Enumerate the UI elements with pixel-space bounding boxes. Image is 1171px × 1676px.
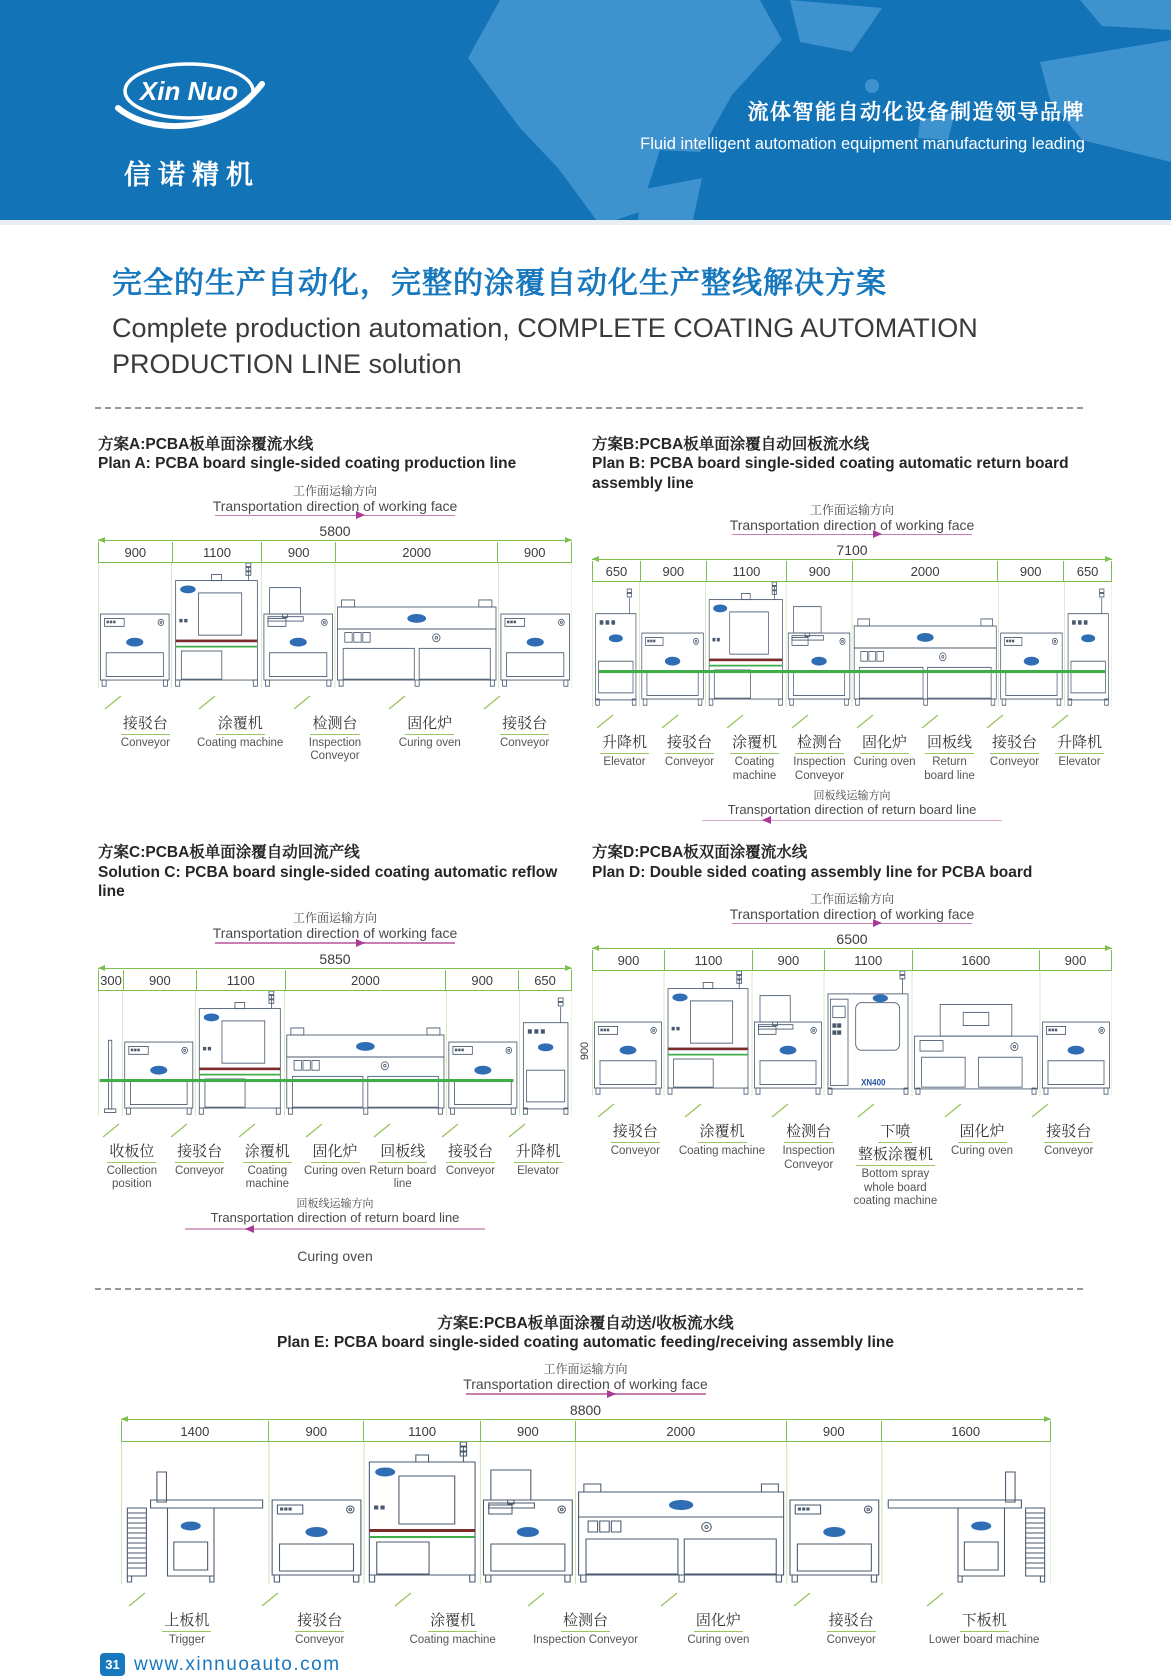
machine-label-en: Curing oven	[687, 1633, 750, 1646]
company-logo	[104, 58, 280, 192]
leader-line-icon	[261, 1592, 279, 1607]
leader-line-icon	[986, 714, 1004, 729]
plan-a-title-en: Plan A: PCBA board single-sided coating production line	[98, 455, 517, 473]
plan-b-section	[592, 435, 1112, 821]
machine-label	[98, 697, 193, 763]
direction-label-zh: 工作面运输方向	[292, 483, 377, 498]
page-title-en-line2: PRODUCTION LINE solution	[112, 348, 462, 379]
direction-label-en: Transportation direction of working face	[729, 516, 975, 533]
direction-arrow-icon	[732, 923, 972, 925]
machine-label	[785, 1594, 918, 1647]
plan-e-title-zh: 方案E:PCBA板单面涂覆自动送/收板流水线	[437, 1314, 734, 1332]
leader-line-icon	[170, 1123, 188, 1138]
total-dimension-value: 5800	[319, 523, 351, 540]
segment-dimension-value: 1100	[854, 953, 883, 969]
machine-label-zh: 接驳台	[121, 712, 170, 735]
segment-dimension	[497, 542, 571, 563]
machine-labels-row	[98, 697, 572, 763]
transport-direction	[98, 909, 572, 944]
segment-dimension	[592, 950, 664, 971]
machine-label-en: Curing oven	[853, 756, 916, 769]
leader-line-icon	[661, 714, 679, 729]
return-direction	[98, 1195, 572, 1229]
transport-direction	[592, 890, 1112, 925]
machine-label-en: Lower board machine	[928, 1633, 1040, 1646]
leader-line-icon	[856, 714, 874, 729]
segment-dimension-value: 1600	[951, 1423, 981, 1439]
segment-dimension-value: 900	[124, 545, 147, 561]
leader-line-icon	[793, 1592, 811, 1607]
leader-line-icon	[527, 1592, 545, 1607]
page-title-en-line1: Complete production automation, COMPLETE COATING AUTOMATION	[112, 313, 978, 343]
machine-diagram	[579, 971, 1112, 1103]
dimension-line	[98, 540, 572, 541]
machine-label	[852, 1105, 939, 1208]
intro-section	[0, 225, 1171, 383]
machine-label-zh: 涂覆机	[698, 1120, 747, 1143]
machine-label	[193, 697, 288, 763]
segment-dimension-value: 1100	[694, 953, 723, 969]
segment-dimension	[121, 1421, 269, 1442]
tagline-zh: 流体智能自动化设备制造领导品牌	[747, 101, 1085, 124]
segment-dimension	[261, 542, 335, 563]
machine-label-en: Conveyor	[1044, 1145, 1094, 1158]
machine-label-zh: 检测台	[784, 1120, 833, 1143]
segment-dimension-value: 900	[662, 564, 685, 580]
machine-label-en: Inspection Conveyor	[793, 756, 846, 782]
machine-label-zh: 涂覆机	[243, 1140, 292, 1163]
machine-label-zh: 涂覆机	[216, 712, 265, 735]
machine-label-en: Curing oven	[398, 737, 461, 750]
machine-label-zh2: 整板涂覆机	[856, 1143, 935, 1166]
leader-line-icon	[198, 695, 216, 710]
machine-label-en: Trigger	[168, 1633, 205, 1646]
return-label-zh: 回板线运输方向	[813, 789, 891, 802]
machine-label-zh: 涂覆机	[730, 731, 779, 754]
machine-label	[592, 1105, 679, 1208]
plan-a-title-zh: 方案A:PCBA板单面涂覆流水线	[98, 435, 314, 453]
plan-d-section	[579, 843, 1112, 1263]
segment-dimension	[285, 970, 446, 991]
segment-dimension-value: 900	[822, 1423, 845, 1439]
segment-dimension	[172, 542, 262, 563]
return-label-en: Transportation direction of return board line	[210, 1210, 460, 1226]
segment-dimension-value: 900	[1064, 953, 1087, 969]
leader-line-icon	[684, 1103, 702, 1118]
machine-label-zh: 升降机	[600, 731, 649, 754]
direction-arrow-icon	[215, 942, 455, 944]
machine-label	[787, 716, 852, 782]
machine-label	[166, 1125, 234, 1191]
leader-line-icon	[1051, 714, 1069, 729]
tagline-en: Fluid intelligent automation equipment manufacturing leading	[640, 135, 1085, 153]
segment-dimension-value: 1100	[732, 564, 761, 580]
page-number-badge: 31	[100, 1653, 125, 1676]
direction-arrow-icon	[732, 534, 972, 536]
machine-label	[722, 716, 787, 782]
segment-dimensions	[98, 542, 572, 563]
machine-label	[121, 1594, 254, 1647]
leader-line-icon	[596, 714, 614, 729]
leader-line-icon	[373, 1123, 391, 1138]
machine-label-zh: 接驳台	[611, 1120, 660, 1143]
machine-diagram	[98, 991, 572, 1123]
machine-label-en: Inspection Conveyor	[533, 1633, 638, 1646]
stray-curing-oven-label: Curing oven	[297, 1247, 373, 1264]
machine-label-en: Elevator	[517, 1164, 560, 1177]
leader-line-icon	[597, 1103, 615, 1118]
machine-label-zh: 上板机	[162, 1609, 211, 1632]
plan-b-title-zh: 方案B:PCBA板单面涂覆自动回板流水线	[592, 435, 870, 453]
plan-c-title-en: Solution C: PCBA board single-sided coating automatic reflow line	[98, 863, 558, 900]
transport-direction	[121, 1360, 1051, 1395]
total-dimension-value: 7100	[836, 542, 868, 559]
segment-dimension-value: 1100	[203, 545, 231, 561]
segment-dimension-value: 900	[777, 953, 800, 969]
machine-label-zh: 接驳台	[665, 731, 714, 754]
machine-label-zh: 接驳台	[500, 712, 549, 735]
machine-label-zh: 检测台	[795, 731, 844, 754]
total-dimension-value: 8800	[569, 1401, 602, 1418]
segment-dimension	[881, 1421, 1050, 1442]
plan-c-section	[98, 843, 572, 1263]
machine-label	[437, 1125, 505, 1191]
segment-dimension-value: 900	[808, 564, 831, 580]
machine-label-en: Return board line	[924, 756, 975, 782]
website-link[interactable]: www.xinnuoauto.com	[134, 1653, 341, 1675]
total-dimension-value: 5850	[319, 950, 351, 967]
machine-label-en: Coating machine	[732, 756, 777, 782]
brand-name-cn: 信诺精机	[124, 160, 260, 190]
page-title-zh: 完全的生产自动化，完整的涂覆自动化生产整线解决方案	[112, 267, 887, 300]
segment-dimensions	[592, 950, 1112, 971]
segment-dimension	[518, 970, 571, 991]
machine-label-zh: 升降机	[1055, 731, 1104, 754]
machine-label-zh: 接驳台	[827, 1609, 876, 1632]
header-divider	[0, 220, 1171, 225]
segment-dimension	[786, 1421, 881, 1442]
machine-labels-row	[98, 1125, 572, 1191]
direction-arrow-icon	[466, 1393, 706, 1395]
segment-dimension-value: 900	[149, 972, 171, 988]
leader-line-icon	[128, 1592, 146, 1607]
machine-label	[657, 716, 722, 782]
machine-label-zh: 检测台	[310, 712, 359, 735]
dashed-divider-middle	[95, 1288, 1083, 1290]
machine-label-en: Conveyor	[610, 1145, 660, 1158]
return-label-en: Transportation direction of return board line	[727, 801, 977, 817]
page-title-en	[112, 311, 1081, 383]
segment-dimension	[592, 561, 640, 582]
dimension-line	[121, 1419, 1051, 1420]
leader-line-icon	[238, 1123, 256, 1138]
header-tagline	[640, 96, 1085, 154]
machine-label-zh: 回板线	[925, 731, 974, 754]
machine-label-zh: 收板位	[107, 1140, 156, 1163]
leader-line-icon	[944, 1103, 962, 1118]
machine-diagram	[121, 1442, 1051, 1592]
machine-label	[679, 1105, 766, 1208]
direction-label-en: Transportation direction of working face	[729, 905, 975, 922]
machine-label-en: Inspection Conveyor	[782, 1145, 835, 1171]
segment-dimension-value: 2000	[350, 972, 380, 988]
machine-label-en: Inspection Conveyor	[308, 737, 362, 763]
machine-label	[369, 1125, 437, 1191]
segment-dimension-value: 900	[471, 972, 494, 988]
machine-label	[918, 1594, 1051, 1647]
machine-label-en: Conveyor	[664, 756, 715, 769]
machine-label	[982, 716, 1047, 782]
machine-label-en: Conveyor	[174, 1164, 225, 1177]
machine-labels-row	[592, 1105, 1112, 1208]
total-dimension	[98, 520, 572, 541]
logo-ellipse-icon	[104, 58, 280, 142]
segment-dimension-value: 650	[534, 972, 556, 988]
segment-dimensions	[592, 561, 1112, 582]
segment-dimension-value: 900	[617, 953, 640, 969]
machine-label	[1025, 1105, 1112, 1208]
leader-line-icon	[508, 1123, 526, 1138]
total-dimension	[592, 928, 1112, 949]
total-dimension	[592, 539, 1112, 560]
total-dimension	[121, 1399, 1051, 1420]
total-dimension-value: 6500	[836, 931, 868, 948]
direction-label-zh: 工作面运输方向	[809, 502, 894, 517]
dimension-line	[592, 948, 1112, 949]
segment-dimension-value: 2000	[402, 545, 432, 561]
return-arrow-icon	[702, 820, 1002, 821]
machine-label-en: Collection position	[106, 1164, 158, 1191]
transport-direction	[98, 482, 572, 517]
machine-label-zh: 接驳台	[175, 1140, 224, 1163]
machine-label	[233, 1125, 301, 1191]
segment-dimension-value: 1100	[226, 972, 255, 988]
plan-e-title-en: Plan E: PCBA board single-sided coating automatic feeding/receiving assembly line	[277, 1333, 894, 1351]
machine-label-zh: 下喷	[878, 1120, 912, 1143]
segment-dimension-value: 900	[1019, 564, 1042, 580]
machine-label	[477, 697, 572, 763]
segment-dimension	[335, 542, 497, 563]
svg-text:XN400: XN400	[861, 1077, 886, 1088]
machine-label-en: Bottom spray whole board coating machine	[853, 1168, 938, 1207]
machine-label	[652, 1594, 785, 1647]
machine-label	[253, 1594, 386, 1647]
machine-label	[765, 1105, 852, 1208]
leader-line-icon	[660, 1592, 678, 1607]
leader-line-icon	[857, 1103, 875, 1118]
direction-label-zh: 工作面运输方向	[809, 891, 894, 906]
leader-line-icon	[104, 695, 122, 710]
machine-label-en: Conveyor	[826, 1633, 876, 1646]
segment-dimension-value: 1100	[408, 1423, 437, 1439]
segment-dimension	[786, 561, 852, 582]
segment-dimension-value: 650	[1076, 564, 1099, 580]
page-header	[0, 0, 1171, 225]
machine-diagram	[98, 563, 572, 695]
leader-line-icon	[921, 714, 939, 729]
machine-label-en: Return board line	[369, 1164, 437, 1191]
leader-line-icon	[771, 1103, 789, 1118]
segment-dimension	[98, 542, 172, 563]
leader-line-icon	[726, 714, 744, 729]
segment-dimension-value: 2000	[910, 564, 940, 580]
leader-line-icon	[102, 1123, 120, 1138]
machine-label-en: Conveyor	[120, 737, 170, 750]
machine-label-zh: 固化炉	[405, 712, 454, 735]
segment-dimension	[98, 970, 123, 991]
machine-label-zh: 接驳台	[1044, 1120, 1093, 1143]
return-arrow-icon	[185, 1228, 485, 1229]
segment-dimension	[706, 561, 786, 582]
segment-dimension	[752, 950, 824, 971]
machine-label-zh: 固化炉	[694, 1609, 743, 1632]
segment-dimension	[852, 561, 997, 582]
return-label-zh: 回板线运输方向	[296, 1198, 374, 1211]
machine-label-zh: 下板机	[960, 1609, 1009, 1632]
leader-line-icon	[394, 1592, 412, 1607]
segment-dimension	[664, 950, 752, 971]
machine-label-zh: 检测台	[561, 1609, 610, 1632]
segment-dimension	[123, 970, 196, 991]
machine-label-en: Elevator	[1058, 756, 1101, 769]
plans-grid	[0, 409, 1171, 1264]
leader-line-icon	[926, 1592, 944, 1607]
page-footer	[100, 1653, 1171, 1676]
segment-dimensions	[121, 1421, 1051, 1442]
machine-label-en: Conveyor	[989, 756, 1040, 769]
segment-dimension	[445, 970, 518, 991]
segment-dimension-value: 1400	[180, 1423, 210, 1439]
machine-label-en: Coating machine	[409, 1633, 496, 1646]
transport-direction	[592, 501, 1112, 536]
machine-label-en: Curing oven	[951, 1145, 1014, 1158]
direction-label-en: Transportation direction of working face	[212, 925, 458, 942]
segment-dimension	[912, 950, 1039, 971]
segment-dimension	[480, 1421, 575, 1442]
leader-line-icon	[388, 695, 406, 710]
machine-label-zh: 接驳台	[295, 1609, 344, 1632]
machine-label-zh: 涂覆机	[428, 1609, 477, 1632]
machine-label-zh: 接驳台	[446, 1140, 495, 1163]
machine-label	[382, 697, 477, 763]
leader-line-icon	[791, 714, 809, 729]
machine-label-zh: 接驳台	[990, 731, 1039, 754]
machine-label	[301, 1125, 369, 1191]
direction-label-zh: 工作面运输方向	[543, 1362, 628, 1377]
machine-label-en: Conveyor	[499, 737, 550, 750]
plan-a-section	[98, 435, 572, 821]
segment-dimension	[640, 561, 706, 582]
segment-dimension	[363, 1421, 479, 1442]
machine-label-zh: 升降机	[514, 1140, 563, 1163]
segment-dimensions	[98, 970, 572, 991]
segment-dimension-value: 900	[517, 1423, 539, 1439]
segment-dimension	[196, 970, 285, 991]
machine-label-en: Conveyor	[445, 1164, 496, 1177]
leader-line-icon	[483, 695, 501, 710]
direction-label-zh: 工作面运输方向	[292, 911, 377, 926]
plan-d-title-en: Plan D: Double sided coating assembly line for PCBA board	[592, 863, 1033, 881]
machine-label	[939, 1105, 1026, 1208]
leader-line-icon	[1031, 1103, 1049, 1118]
machine-label-en: Curing oven	[304, 1164, 367, 1177]
plan-d-title-zh: 方案D:PCBA板双面涂覆流水线	[592, 844, 808, 862]
machine-label-zh: 回板线	[378, 1140, 427, 1163]
segment-dimension-value: 900	[305, 1423, 328, 1439]
segment-dimension-value: 1600	[961, 953, 991, 969]
machine-label-en: Coating machine	[678, 1145, 766, 1158]
segment-dimension-value: 300	[100, 972, 122, 988]
machine-label	[519, 1594, 652, 1647]
machine-label	[852, 716, 917, 782]
machine-label	[504, 1125, 572, 1191]
plan-c-title-zh: 方案C:PCBA板单面涂覆自动回流产线	[98, 844, 360, 862]
machine-label	[288, 697, 383, 763]
direction-arrow-icon	[215, 515, 455, 517]
plan-e-section	[121, 1314, 1051, 1647]
direction-label-en: Transportation direction of working face	[212, 497, 458, 514]
machine-label-en: Conveyor	[295, 1633, 345, 1646]
machine-label-zh: 固化炉	[860, 731, 909, 754]
segment-dimension	[575, 1421, 786, 1442]
leader-line-icon	[293, 695, 311, 710]
machine-label-zh: 固化炉	[311, 1140, 360, 1163]
segment-dimension	[1063, 561, 1111, 582]
return-direction	[592, 787, 1112, 821]
machine-label	[1047, 716, 1112, 782]
machine-label	[917, 716, 982, 782]
machine-labels-row	[592, 716, 1112, 782]
segment-dimension	[997, 561, 1063, 582]
machine-label-en: Coating machine	[197, 737, 284, 750]
machine-labels-row	[121, 1594, 1051, 1647]
logo-text: Xin Nuo	[139, 76, 239, 106]
segment-dimension	[268, 1421, 363, 1442]
machine-label	[386, 1594, 519, 1647]
segment-dimension-value: 2000	[666, 1423, 696, 1439]
segment-dimension-value: 900	[287, 545, 310, 561]
segment-dimension-value: 650	[605, 564, 628, 580]
machine-label-en: Elevator	[603, 756, 646, 769]
machine-label	[592, 716, 657, 782]
machine-label	[98, 1125, 166, 1191]
direction-label-en: Transportation direction of working face	[463, 1376, 708, 1393]
machine-label-zh: 固化炉	[958, 1120, 1007, 1143]
segment-dimension	[824, 950, 912, 971]
segment-dimension-value: 900	[523, 545, 546, 561]
dimension-line	[592, 559, 1112, 560]
leader-line-icon	[305, 1123, 323, 1138]
machine-diagram	[592, 582, 1112, 714]
leader-line-icon	[441, 1123, 459, 1138]
total-dimension	[98, 948, 572, 969]
plan-b-title-en: Plan B: PCBA board single-sided coating automatic return board assembly line	[592, 455, 1069, 492]
dimension-line	[98, 968, 572, 969]
machine-label-en: Coating machine	[245, 1164, 290, 1191]
vertical-dimension-value: 900	[579, 1042, 592, 1061]
segment-dimension	[1039, 950, 1111, 971]
